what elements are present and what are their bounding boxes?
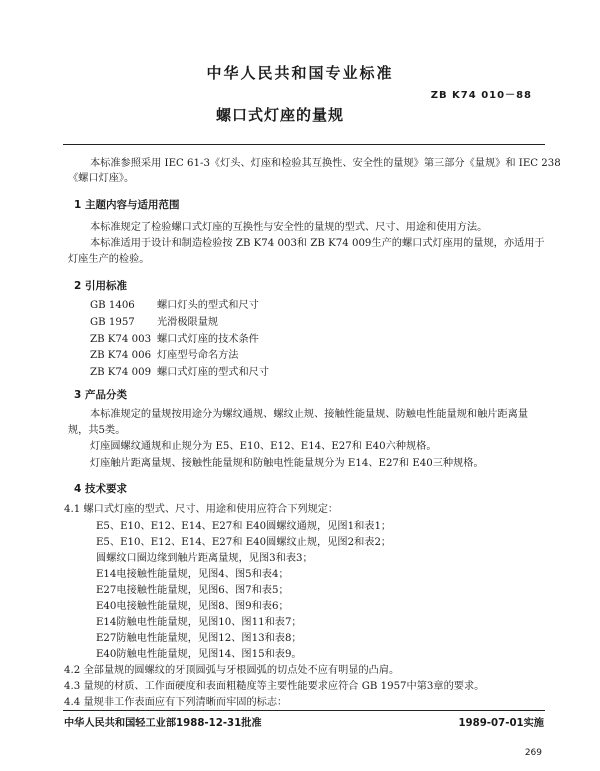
section-3-line: 本标准规定的量规按用途分为螺纹通规、螺纹止规、接触性能量规、防触电性能量规和触片距离量 xyxy=(90,409,529,420)
reference-code: ZB K74 003 xyxy=(90,334,152,345)
reference-code: GB 1957 xyxy=(90,317,135,328)
approval-statement: 中华人民共和国轻工业部1988-12-31批准 xyxy=(64,718,262,729)
section-1-line: 本标准适用于设计和制造检验按 ZB K74 003和 ZB K74 009生产的螺口式灯座用的量规，亦适用于 xyxy=(90,238,545,249)
reference-title: 光滑极限量规 xyxy=(157,317,219,328)
header-rule xyxy=(63,144,545,145)
document-title: 螺口式灯座的量规 xyxy=(215,106,344,124)
section-3-line: 灯座触片距离量规、接触性能量规和防触电性能量规分为 E14、E27和 E40三种规格。 xyxy=(90,458,484,469)
gauge-item: E14防触电性能量规，见图10、图11和表7； xyxy=(96,617,302,628)
section-1-heading: 1 主题内容与适用范围 xyxy=(74,199,180,211)
reference-item xyxy=(90,299,259,312)
reference-item xyxy=(90,316,218,329)
section-4-heading: 4 技术要求 xyxy=(74,483,127,495)
intro-line-2: 《螺口灯座》。 xyxy=(68,173,135,184)
gauge-item: E27电接触性能量规，见图6、图7和表5； xyxy=(96,585,289,596)
reference-item xyxy=(90,333,259,346)
clause-4-3: 4.3 量规的材质、工作面硬度和表面粗糙度等主要性能要求应符合 GB 1957中第3章的要求。 xyxy=(64,681,485,692)
reference-item xyxy=(90,349,239,362)
reference-title: 灯座型号命名方法 xyxy=(157,350,239,361)
section-1-line: 本标准规定了检验螺口式灯座的互换性与安全性的量规的型式、尺寸、用途和使用方法。 xyxy=(90,222,488,233)
reference-title: 螺口式灯座的技术条件 xyxy=(157,334,259,345)
gauge-item: E5、E10、E12、E14、E27和 E40圆螺纹止规，见图2和表2； xyxy=(96,537,392,548)
section-1-line: 灯座生产的检验。 xyxy=(68,254,150,265)
gauge-item: E5、E10、E12、E14、E27和 E40圆螺纹通规，见图1和表1； xyxy=(96,521,392,532)
intro-line-1: 本标准参照采用 IEC 61-3《灯头、灯座和检验其互换性、安全性的量规》第三部分《量规》和 IEC 238 xyxy=(90,158,561,169)
standard-title: 中华人民共和国专业标准 xyxy=(206,64,394,82)
reference-code: GB 1406 xyxy=(90,300,135,311)
section-3-heading: 3 产品分类 xyxy=(74,389,127,401)
gauge-item: 圆螺纹口圈边缘到触片距离量规，见图3和表3； xyxy=(96,553,313,564)
clause-4-4: 4.4 量规非工作表面应有下列清晰而牢固的标志： xyxy=(64,697,288,708)
reference-code: ZB K74 009 xyxy=(90,367,152,378)
page-number: 269 xyxy=(524,748,542,758)
standard-code: ZB K74 010－88 xyxy=(430,90,532,101)
footer-rule xyxy=(63,710,545,711)
clause-4-2: 4.2 全部量规的圆螺纹的牙顶圆弧与牙根圆弧的切点处不应有明显的凸肩。 xyxy=(64,665,400,676)
gauge-item: E27防触电性能量规，见图12、图13和表8； xyxy=(96,633,302,644)
reference-title: 螺口式灯座的型式和尺寸 xyxy=(157,367,270,378)
gauge-item: E40电接触性能量规，见图8、图9和表6； xyxy=(96,601,289,612)
section-3-line: 灯座圆螺纹通规和止规分为 E5、E10、E12、E14、E27和 E40六种规格。 xyxy=(90,441,437,452)
reference-item xyxy=(90,366,269,379)
gauge-item: E14电接触性能量规，见图4、图5和表4； xyxy=(96,569,289,580)
clause-4-1: 4.1 螺口式灯座的型式、尺寸、用途和使用应符合下列规定： xyxy=(64,504,339,515)
implementation-date: 1989-07-01实施 xyxy=(458,718,544,729)
section-3-line: 规，共5类。 xyxy=(68,425,126,436)
gauge-item: E40防触电性能量规，见图14、图15和表9。 xyxy=(96,649,302,660)
section-2-heading: 2 引用标准 xyxy=(74,280,127,292)
reference-title: 螺口灯头的型式和尺寸 xyxy=(157,300,259,311)
reference-code: ZB K74 006 xyxy=(90,350,152,361)
